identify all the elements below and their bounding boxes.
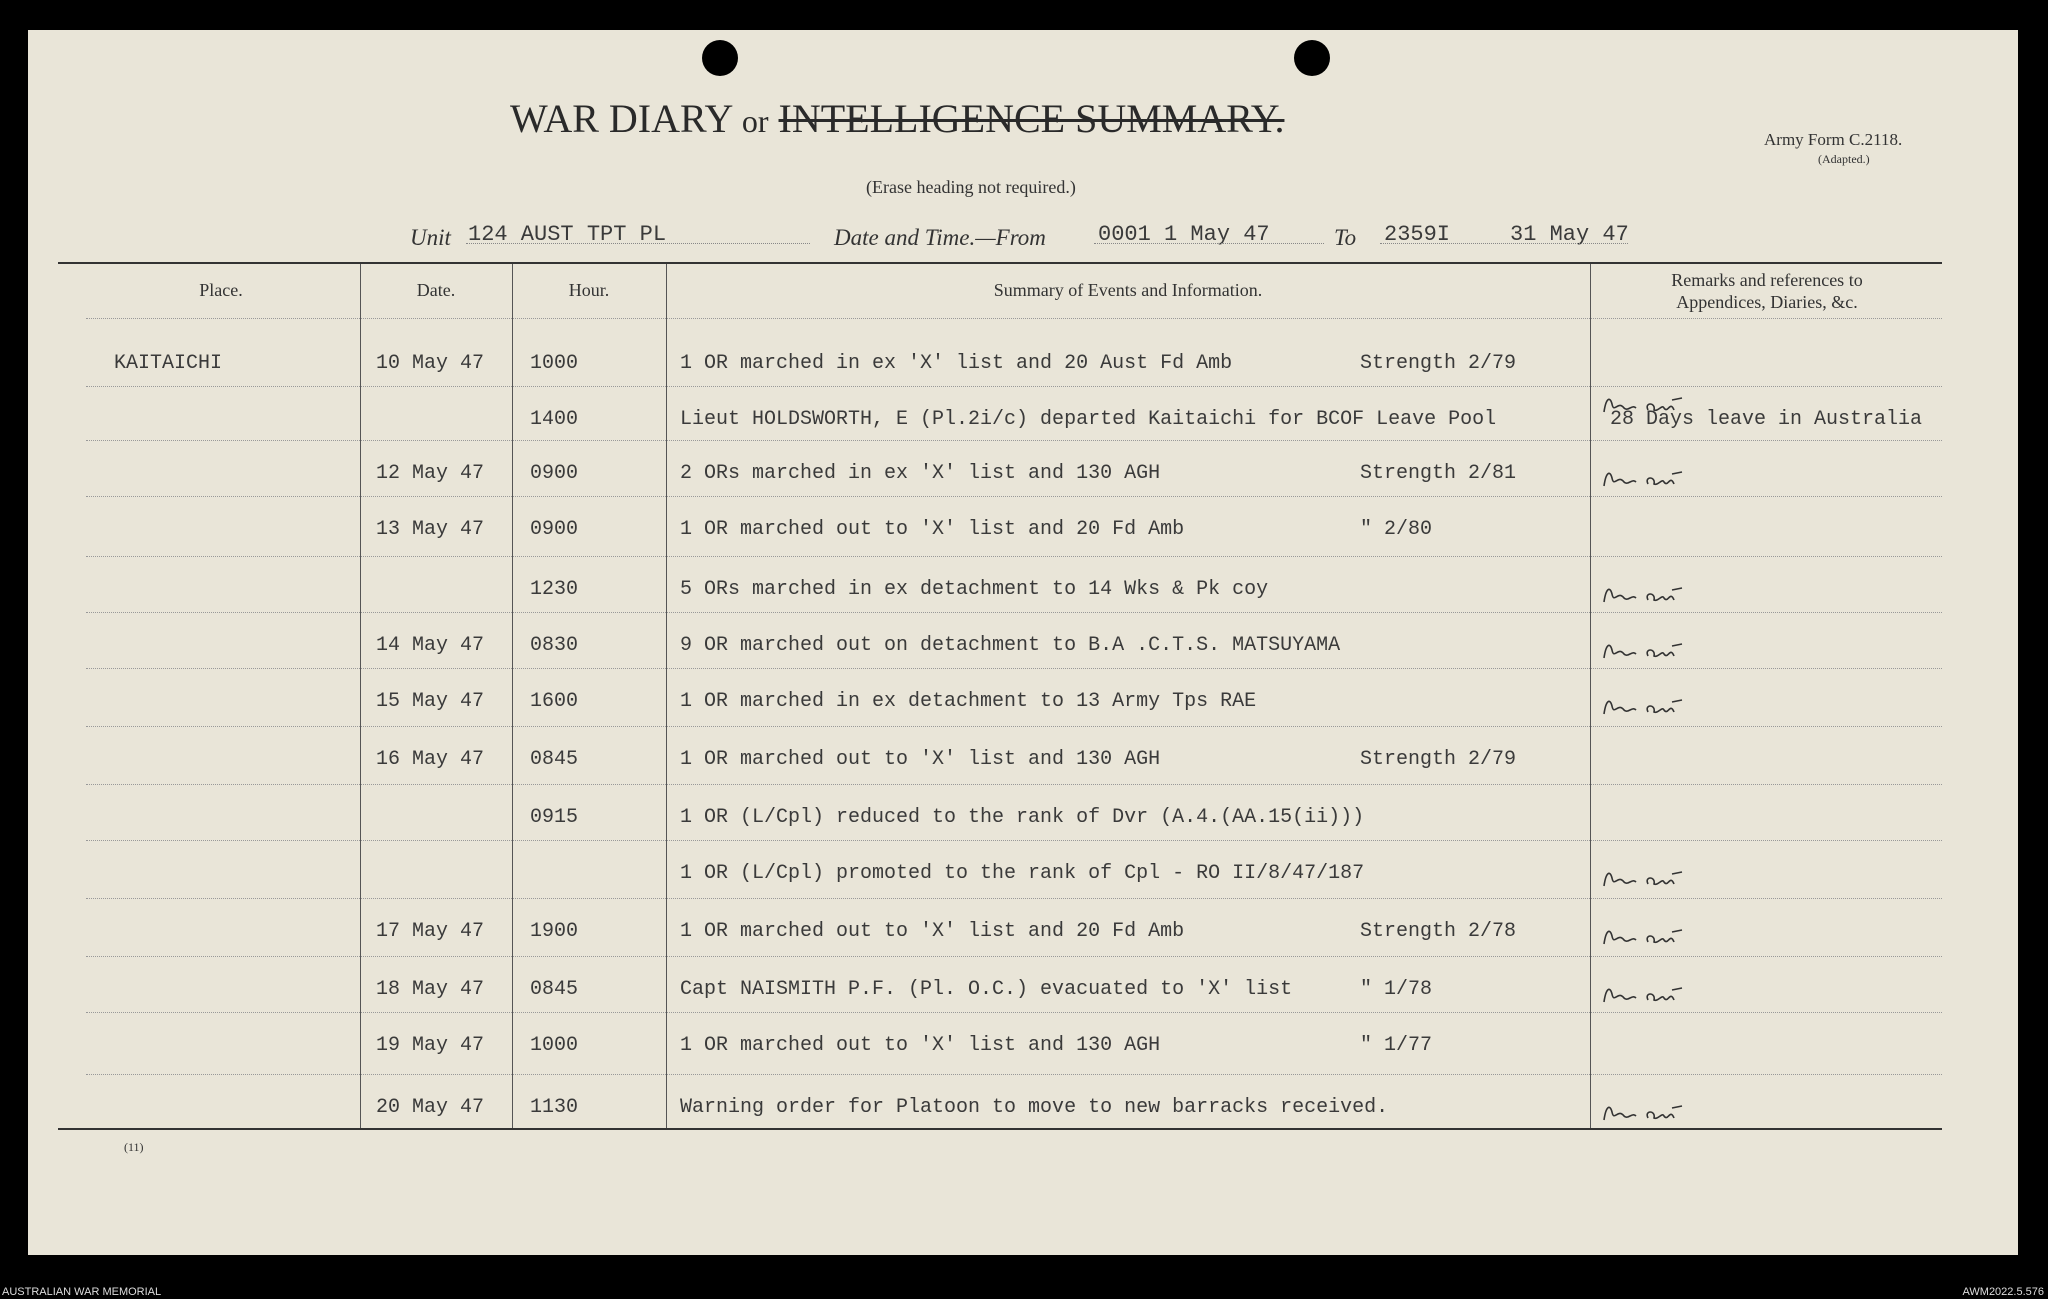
- form-adapted: (Adapted.): [1818, 152, 1870, 166]
- cell-summary: 1 OR marched out to 'X' list and 20 Fd Amb: [680, 920, 1185, 943]
- cell-strength: Strength 2/78: [1360, 920, 1517, 943]
- unit-value: 124 AUST TPT PL: [468, 222, 667, 247]
- form-number: Army Form C.2118.: [1764, 130, 1903, 149]
- cell-hour: 1000: [530, 352, 579, 375]
- initials-signature-icon: [1598, 390, 1718, 420]
- datetime-label: Date and Time.—From: [834, 225, 1046, 250]
- cell-date: 18 May 47: [376, 978, 485, 1001]
- cell-date: 20 May 47: [376, 1096, 485, 1119]
- cell-strength: Strength 2/79: [1360, 748, 1517, 771]
- cell-summary: 1 OR (L/Cpl) promoted to the rank of Cpl - RO II/8/47/187: [680, 862, 1365, 885]
- cell-summary: Lieut HOLDSWORTH, E (Pl.2i/c) departed Kaitaichi for BCOF Leave Pool: [680, 408, 1497, 431]
- cell-hour: 1900: [530, 920, 579, 943]
- from-value: 0001 1 May 47: [1098, 222, 1270, 247]
- initials-signature-icon: [1598, 464, 1718, 494]
- cell-date: 13 May 47: [376, 518, 485, 541]
- cell-strength: " 1/78: [1360, 978, 1433, 1001]
- cell-summary: 2 ORs marched in ex 'X' list and 130 AGH: [680, 462, 1161, 485]
- cell-hour: 1130: [530, 1096, 579, 1119]
- page-number: (11): [124, 1140, 144, 1154]
- cell-hour: 0830: [530, 634, 579, 657]
- punch-hole-right: [1294, 40, 1330, 76]
- table-top-rule: [58, 262, 1942, 264]
- cell-strength: Strength 2/81: [1360, 462, 1517, 485]
- cell-hour: 1000: [530, 1034, 579, 1057]
- header-date: Date.: [416, 280, 456, 300]
- cell-hour: 0845: [530, 748, 579, 771]
- cell-hour: 0845: [530, 978, 579, 1001]
- header-hour: Hour.: [568, 280, 610, 300]
- cell-date: 12 May 47: [376, 462, 485, 485]
- header-remarks-2: Appendices, Diaries, &c.: [1676, 292, 1858, 312]
- initials-signature-icon: [1598, 1098, 1718, 1128]
- table-bottom-rule: [58, 1128, 1942, 1130]
- initials-signature-icon: [1598, 864, 1718, 894]
- cell-date: 10 May 47: [376, 352, 485, 375]
- document-subtitle: (Erase heading not required.): [866, 177, 1076, 197]
- initials-signature-icon: [1598, 636, 1718, 666]
- document-title: [510, 95, 1284, 142]
- initials-signature-icon: [1598, 922, 1718, 952]
- cell-date: 16 May 47: [376, 748, 485, 771]
- to-value: 2359I: [1384, 222, 1451, 247]
- cell-strength: Strength 2/79: [1360, 352, 1517, 375]
- cell-summary: 9 OR marched out on detachment to B.A .C.T.S. MATSUYAMA: [680, 634, 1341, 657]
- to-label: To: [1334, 225, 1357, 250]
- header-remarks-1: Remarks and references to: [1671, 270, 1863, 290]
- cell-hour: 0900: [530, 518, 579, 541]
- to-date: 31 May 47: [1510, 222, 1629, 247]
- header-place: Place.: [199, 280, 243, 300]
- cell-remarks: 28 Days leave in Australia: [1610, 408, 1923, 431]
- cell-summary: 1 OR marched out to 'X' list and 20 Fd Amb: [680, 518, 1185, 541]
- cell-hour: 1400: [530, 408, 579, 431]
- unit-label: Unit: [410, 225, 451, 250]
- cell-date: 19 May 47: [376, 1034, 485, 1057]
- punch-hole-left: [702, 40, 738, 76]
- cell-summary: Warning order for Platoon to move to new barracks received.: [680, 1096, 1389, 1119]
- header-summary: Summary of Events and Information.: [993, 280, 1263, 300]
- cell-date: 14 May 47: [376, 634, 485, 657]
- initials-signature-icon: [1598, 580, 1718, 610]
- cell-strength: " 1/77: [1360, 1034, 1433, 1057]
- cell-hour: 1230: [530, 578, 579, 601]
- footer-institution: AUSTRALIAN WAR MEMORIAL: [2, 1286, 162, 1298]
- cell-place: KAITAICHI: [114, 352, 223, 375]
- cell-summary: 1 OR (L/Cpl) reduced to the rank of Dvr (A.4.(AA.15(ii))): [680, 806, 1365, 829]
- cell-date: 15 May 47: [376, 690, 485, 713]
- title-or: or: [741, 103, 769, 139]
- cell-summary: 5 ORs marched in ex detachment to 14 Wks & Pk coy: [680, 578, 1269, 601]
- title-main: WAR DIARY: [510, 96, 732, 141]
- initials-signature-icon: [1598, 692, 1718, 722]
- cell-strength: " 2/80: [1360, 518, 1433, 541]
- cell-date: 17 May 47: [376, 920, 485, 943]
- cell-summary: 1 OR marched out to 'X' list and 130 AGH: [680, 748, 1161, 771]
- cell-summary: Capt NAISMITH P.F. (Pl. O.C.) evacuated to 'X' list: [680, 978, 1293, 1001]
- footer-accession: AWM2022.5.576: [1962, 1286, 2044, 1298]
- cell-hour: 1600: [530, 690, 579, 713]
- cell-summary: 1 OR marched out to 'X' list and 130 AGH: [680, 1034, 1161, 1057]
- initials-signature-icon: [1598, 980, 1718, 1010]
- cell-summary: 1 OR marched in ex 'X' list and 20 Aust Fd Amb: [680, 352, 1233, 375]
- cell-hour: 0915: [530, 806, 579, 829]
- title-struck: INTELLIGENCE SUMMARY.: [778, 96, 1285, 141]
- cell-summary: 1 OR marched in ex detachment to 13 Army Tps RAE: [680, 690, 1257, 713]
- cell-hour: 0900: [530, 462, 579, 485]
